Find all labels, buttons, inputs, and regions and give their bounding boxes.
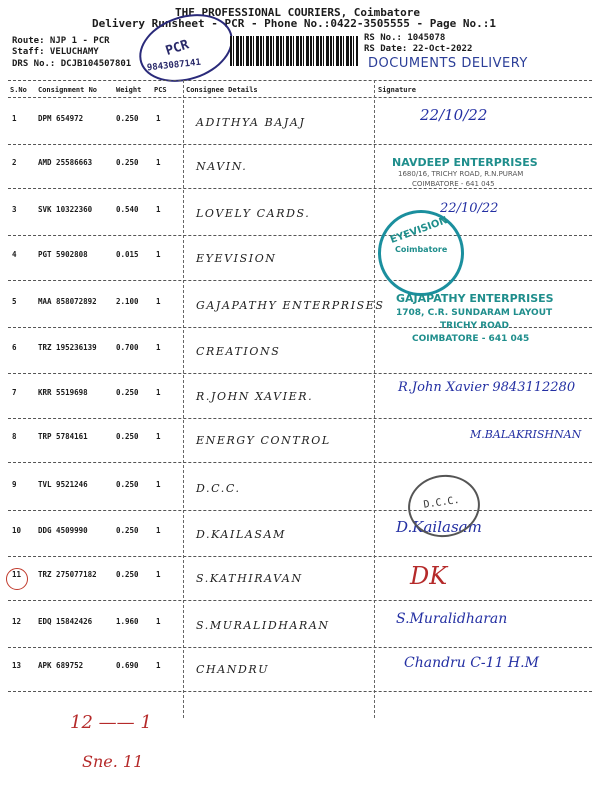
- row-consignment-no: EDQ 15842426: [38, 617, 93, 626]
- row-weight: 0.250: [116, 114, 139, 123]
- eyevision-stamp-name: EYEVISION: [388, 215, 450, 246]
- row-signature: S.Muralidharan: [396, 611, 508, 627]
- row-pcs: 1: [156, 661, 161, 670]
- row-separator: [8, 691, 592, 692]
- row-consignee: LOVELY CARDS.: [196, 207, 311, 220]
- row-consignee: D.KAILASAM: [196, 528, 286, 541]
- row-sno: 13: [12, 661, 22, 670]
- runsheet-subtitle: Delivery Runsheet - PCR - Phone No.:0422-3505555 - Page No.:1: [92, 17, 496, 30]
- row-weight: 0.250: [116, 570, 139, 579]
- row-signature: DK: [410, 562, 448, 590]
- table-top-rule: [8, 80, 592, 81]
- row-consignment-no: TRZ 195236139: [38, 343, 97, 352]
- row-weight: 0.250: [116, 480, 139, 489]
- row-separator: [8, 418, 592, 419]
- row-sno: 5: [12, 297, 17, 306]
- row-consignee: S.KATHIRAVAN: [196, 572, 303, 585]
- gajapathy-stamp-name: GAJAPATHY ENTERPRISES: [396, 292, 554, 305]
- barcode: [230, 36, 358, 66]
- navdeep-stamp-city: COIMBATORE - 641 045: [412, 180, 495, 188]
- row-consignment-no: SVK 10322360: [38, 205, 93, 214]
- row-consignment-no: PGT 5902808: [38, 250, 88, 259]
- header-rule: [8, 97, 592, 98]
- navdeep-stamp-address: 1680/16, TRICHY ROAD, R.N.PURAM: [398, 170, 524, 178]
- row-separator: [8, 647, 592, 648]
- row-separator: [8, 235, 592, 236]
- route-label: Route: NJP 1 - PCR: [12, 36, 110, 46]
- dcc-stamp-text: D.C.C.: [422, 494, 461, 511]
- sne-count-note: Sne. 11: [82, 752, 144, 771]
- row-sno: 8: [12, 432, 17, 441]
- eyevision-stamp-city: Coimbatore: [395, 245, 448, 254]
- row-consignment-no: KRR 5519698: [38, 388, 88, 397]
- row-signature: 22/10/22: [420, 106, 488, 124]
- row-pcs: 1: [156, 617, 161, 626]
- documents-delivery-stamp: DOCUMENTS DELIVERY: [368, 56, 528, 71]
- row-pcs: 1: [156, 250, 161, 259]
- row-weight: 0.250: [116, 432, 139, 441]
- gajapathy-stamp-address: 1708, C.R. SUNDARAM LAYOUT: [396, 308, 553, 318]
- pcr-stamp-label: PCR: [163, 37, 191, 59]
- row-sno: 1: [12, 114, 17, 123]
- row-consignee: ADITHYA BAJAJ: [196, 116, 306, 129]
- row-consignee: CHANDRU: [196, 663, 270, 676]
- row-sno: 9: [12, 480, 17, 489]
- row-weight: 0.250: [116, 526, 139, 535]
- row-weight: 0.700: [116, 343, 139, 352]
- eyevision-round-stamp: [378, 210, 464, 296]
- row-consignment-no: APK 689752: [38, 661, 84, 670]
- row-separator: [8, 373, 592, 374]
- row-pcs: 1: [156, 205, 161, 214]
- col-sno: S.No: [10, 86, 27, 94]
- row-sno: 12: [12, 617, 22, 626]
- row-consignee: EYEVISION: [196, 252, 277, 265]
- row-consignment-no: TRZ 275077182: [38, 570, 97, 579]
- drs-number: DRS No.: DCJB104507801: [12, 59, 132, 69]
- row-separator: [8, 510, 592, 511]
- row-weight: 0.690: [116, 661, 139, 670]
- col-signature: Signature: [378, 86, 416, 94]
- row-separator: [8, 600, 592, 601]
- row-sno: 4: [12, 250, 17, 259]
- row-separator: [8, 280, 592, 281]
- row-pcs: 1: [156, 570, 161, 579]
- row-consignment-no: DPM 654972: [38, 114, 84, 123]
- row-pcs: 1: [156, 480, 161, 489]
- row-signature: M.BALAKRISHNAN: [470, 428, 582, 441]
- pcr-stamp-number: 9843087141: [146, 57, 202, 74]
- row-signature: 22/10/22: [440, 201, 499, 216]
- row-weight: 0.540: [116, 205, 139, 214]
- row-pcs: 1: [156, 432, 161, 441]
- row-pcs: 1: [156, 158, 161, 167]
- row-weight: 0.250: [116, 158, 139, 167]
- row-consignment-no: MAA 858072892: [38, 297, 97, 306]
- col-weight: Weight: [116, 86, 142, 94]
- row-consignee: R.JOHN XAVIER.: [196, 390, 314, 403]
- row-separator: [8, 556, 592, 557]
- row-consignee: S.MURALIDHARAN: [196, 619, 330, 632]
- row-11-circle-mark: [6, 568, 28, 590]
- row-consignee: CREATIONS: [196, 345, 281, 358]
- row-weight: 0.250: [116, 388, 139, 397]
- row-pcs: 1: [156, 114, 161, 123]
- staff-label: Staff: VELUCHAMY: [12, 47, 99, 57]
- row-consignee: GAJAPATHY ENTERPRISES: [196, 299, 385, 312]
- rs-number: RS No.: 1045078: [364, 33, 446, 43]
- row-sno: 10: [12, 526, 22, 535]
- row-consignment-no: TVL 9521246: [38, 480, 88, 489]
- row-signature: Chandru C-11 H.M: [404, 655, 539, 671]
- total-count-note: 12 —— 1: [70, 712, 152, 733]
- signature-column-rule: [374, 80, 375, 718]
- row-separator: [8, 188, 592, 189]
- row-sno: 7: [12, 388, 17, 397]
- col-pcs: PCS: [154, 86, 167, 94]
- row-weight: 2.100: [116, 297, 139, 306]
- row-pcs: 1: [156, 526, 161, 535]
- navdeep-stamp-name: NAVDEEP ENTERPRISES: [392, 156, 538, 169]
- row-sno: 11: [12, 570, 22, 579]
- row-sno: 6: [12, 343, 17, 352]
- row-consignment-no: TRP 5784161: [38, 432, 88, 441]
- row-pcs: 1: [156, 297, 161, 306]
- row-sno: 3: [12, 205, 17, 214]
- row-consignee: NAVIN.: [196, 160, 248, 173]
- col-consignee: Consignee Details: [186, 86, 258, 94]
- row-separator: [8, 462, 592, 463]
- gajapathy-stamp-city: COIMBATORE - 641 045: [412, 334, 530, 344]
- row-sno: 2: [12, 158, 17, 167]
- gajapathy-stamp-road: TRICHY ROAD: [440, 321, 509, 331]
- runsheet-title: THE PROFESSIONAL COURIERS, Coimbatore: [175, 6, 421, 19]
- row-consignee: D.C.C.: [196, 482, 241, 495]
- row-pcs: 1: [156, 388, 161, 397]
- row-pcs: 1: [156, 343, 161, 352]
- row-signature: R.John Xavier 9843112280: [398, 380, 576, 395]
- row-consignment-no: DDG 4509990: [38, 526, 88, 535]
- row-consignee: ENERGY CONTROL: [196, 434, 331, 447]
- row-separator: [8, 144, 592, 145]
- rs-date: RS Date: 22-Oct-2022: [364, 44, 473, 54]
- consignee-column-rule: [183, 80, 184, 718]
- row-weight: 0.015: [116, 250, 139, 259]
- row-weight: 1.960: [116, 617, 139, 626]
- row-signature: D.Kailasam: [396, 518, 482, 536]
- col-consignment: Consignment No: [38, 86, 98, 94]
- row-consignment-no: AMD 25586663: [38, 158, 93, 167]
